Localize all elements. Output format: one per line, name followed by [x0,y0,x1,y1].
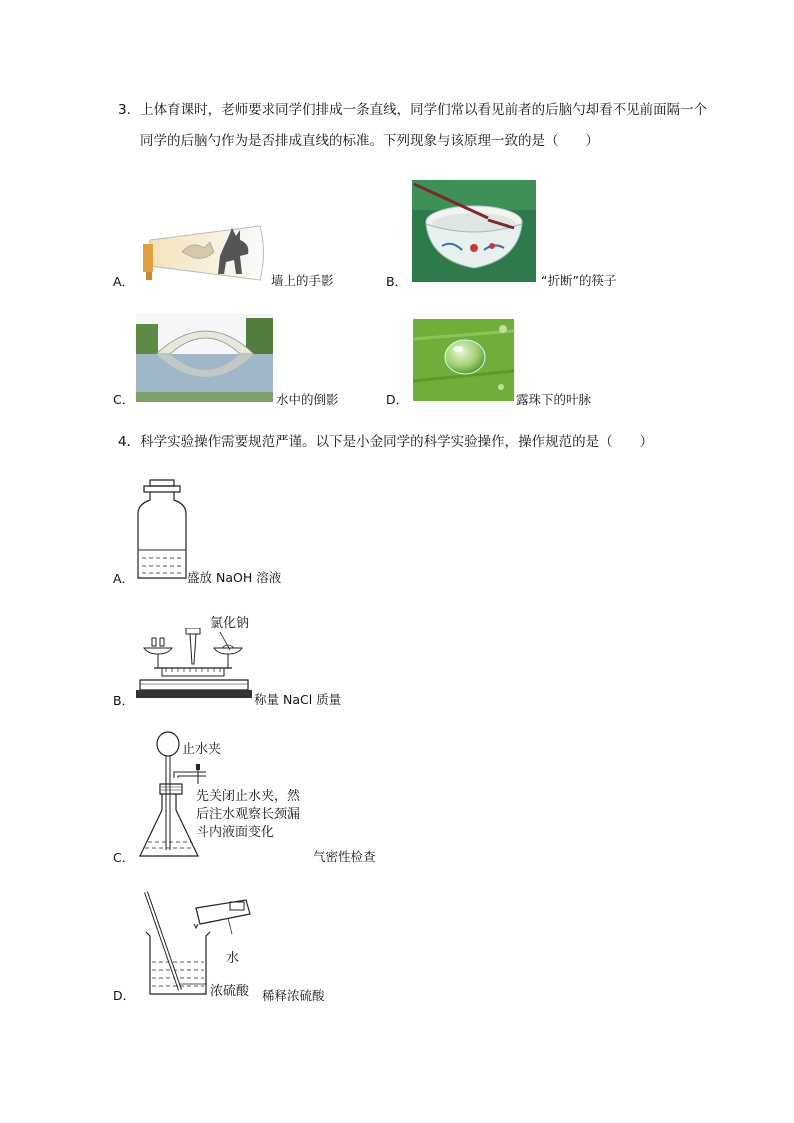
note-line-1: 先关闭止水夹，然 [196,789,301,804]
q3-stem-line1: 3．上体育课时，老师要求同学们排成一条直线，同学们常以看见前者的后脑勺却看不见前面隔一个 [118,102,708,118]
q3-option-a-letter: A． [113,274,135,289]
q4-option-a-caption: 盛放 NaOH 溶液 [187,570,282,585]
q4-option-d-letter: D． [113,988,136,1003]
q4-option-b-letter: B． [113,693,135,708]
q4-stem-line1: 4．科学实验操作需要规范严谨。以下是小金同学的科学实验操作，操作规范的是（ ） [118,434,654,450]
bent-chopstick-image [412,180,536,282]
q3-option-d-letter: D． [386,392,409,407]
q3-stem-line2: 同学的后脑勺作为是否排成直线的标准。下列现象与该原理一致的是（ ） [140,133,599,149]
q3-option-a-caption: 墙上的手影 [271,273,334,288]
water-label: 水 [226,951,240,966]
note-line-2: 后注水观察长颈漏 [196,807,301,822]
sodium-chloride-label: 氯化钠 [210,616,250,631]
q3-option-c-caption: 水中的倒影 [276,392,339,407]
concentrated-acid-label: 浓硫酸 [210,984,250,999]
q4-option-c-caption: 气密性检查 [313,849,376,864]
q4-option-a-letter: A． [113,571,135,586]
q4-option-d-caption: 稀释浓硫酸 [262,988,325,1003]
q3-option-b-letter: B． [386,274,408,289]
q4-option-b-caption: 称量 NaCl 质量 [254,692,342,707]
q3-option-c-letter: C． [113,392,135,407]
dewdrop-leaf-image [413,319,514,401]
airtightness-note [196,788,300,842]
balance-diagram [136,628,252,704]
note-line-3: 斗内液面变化 [196,825,275,840]
bridge-reflection-image [136,314,273,402]
reagent-bottle-diagram [136,478,188,582]
q3-option-d-caption: 露珠下的叶脉 [516,392,592,407]
q3-option-b-caption: “折断”的筷子 [541,273,617,288]
acid-dilution-diagram [136,888,270,1000]
q4-option-c-letter: C． [113,850,135,865]
water-clip-label: 止水夹 [182,742,222,757]
hand-shadow-image [140,222,267,284]
